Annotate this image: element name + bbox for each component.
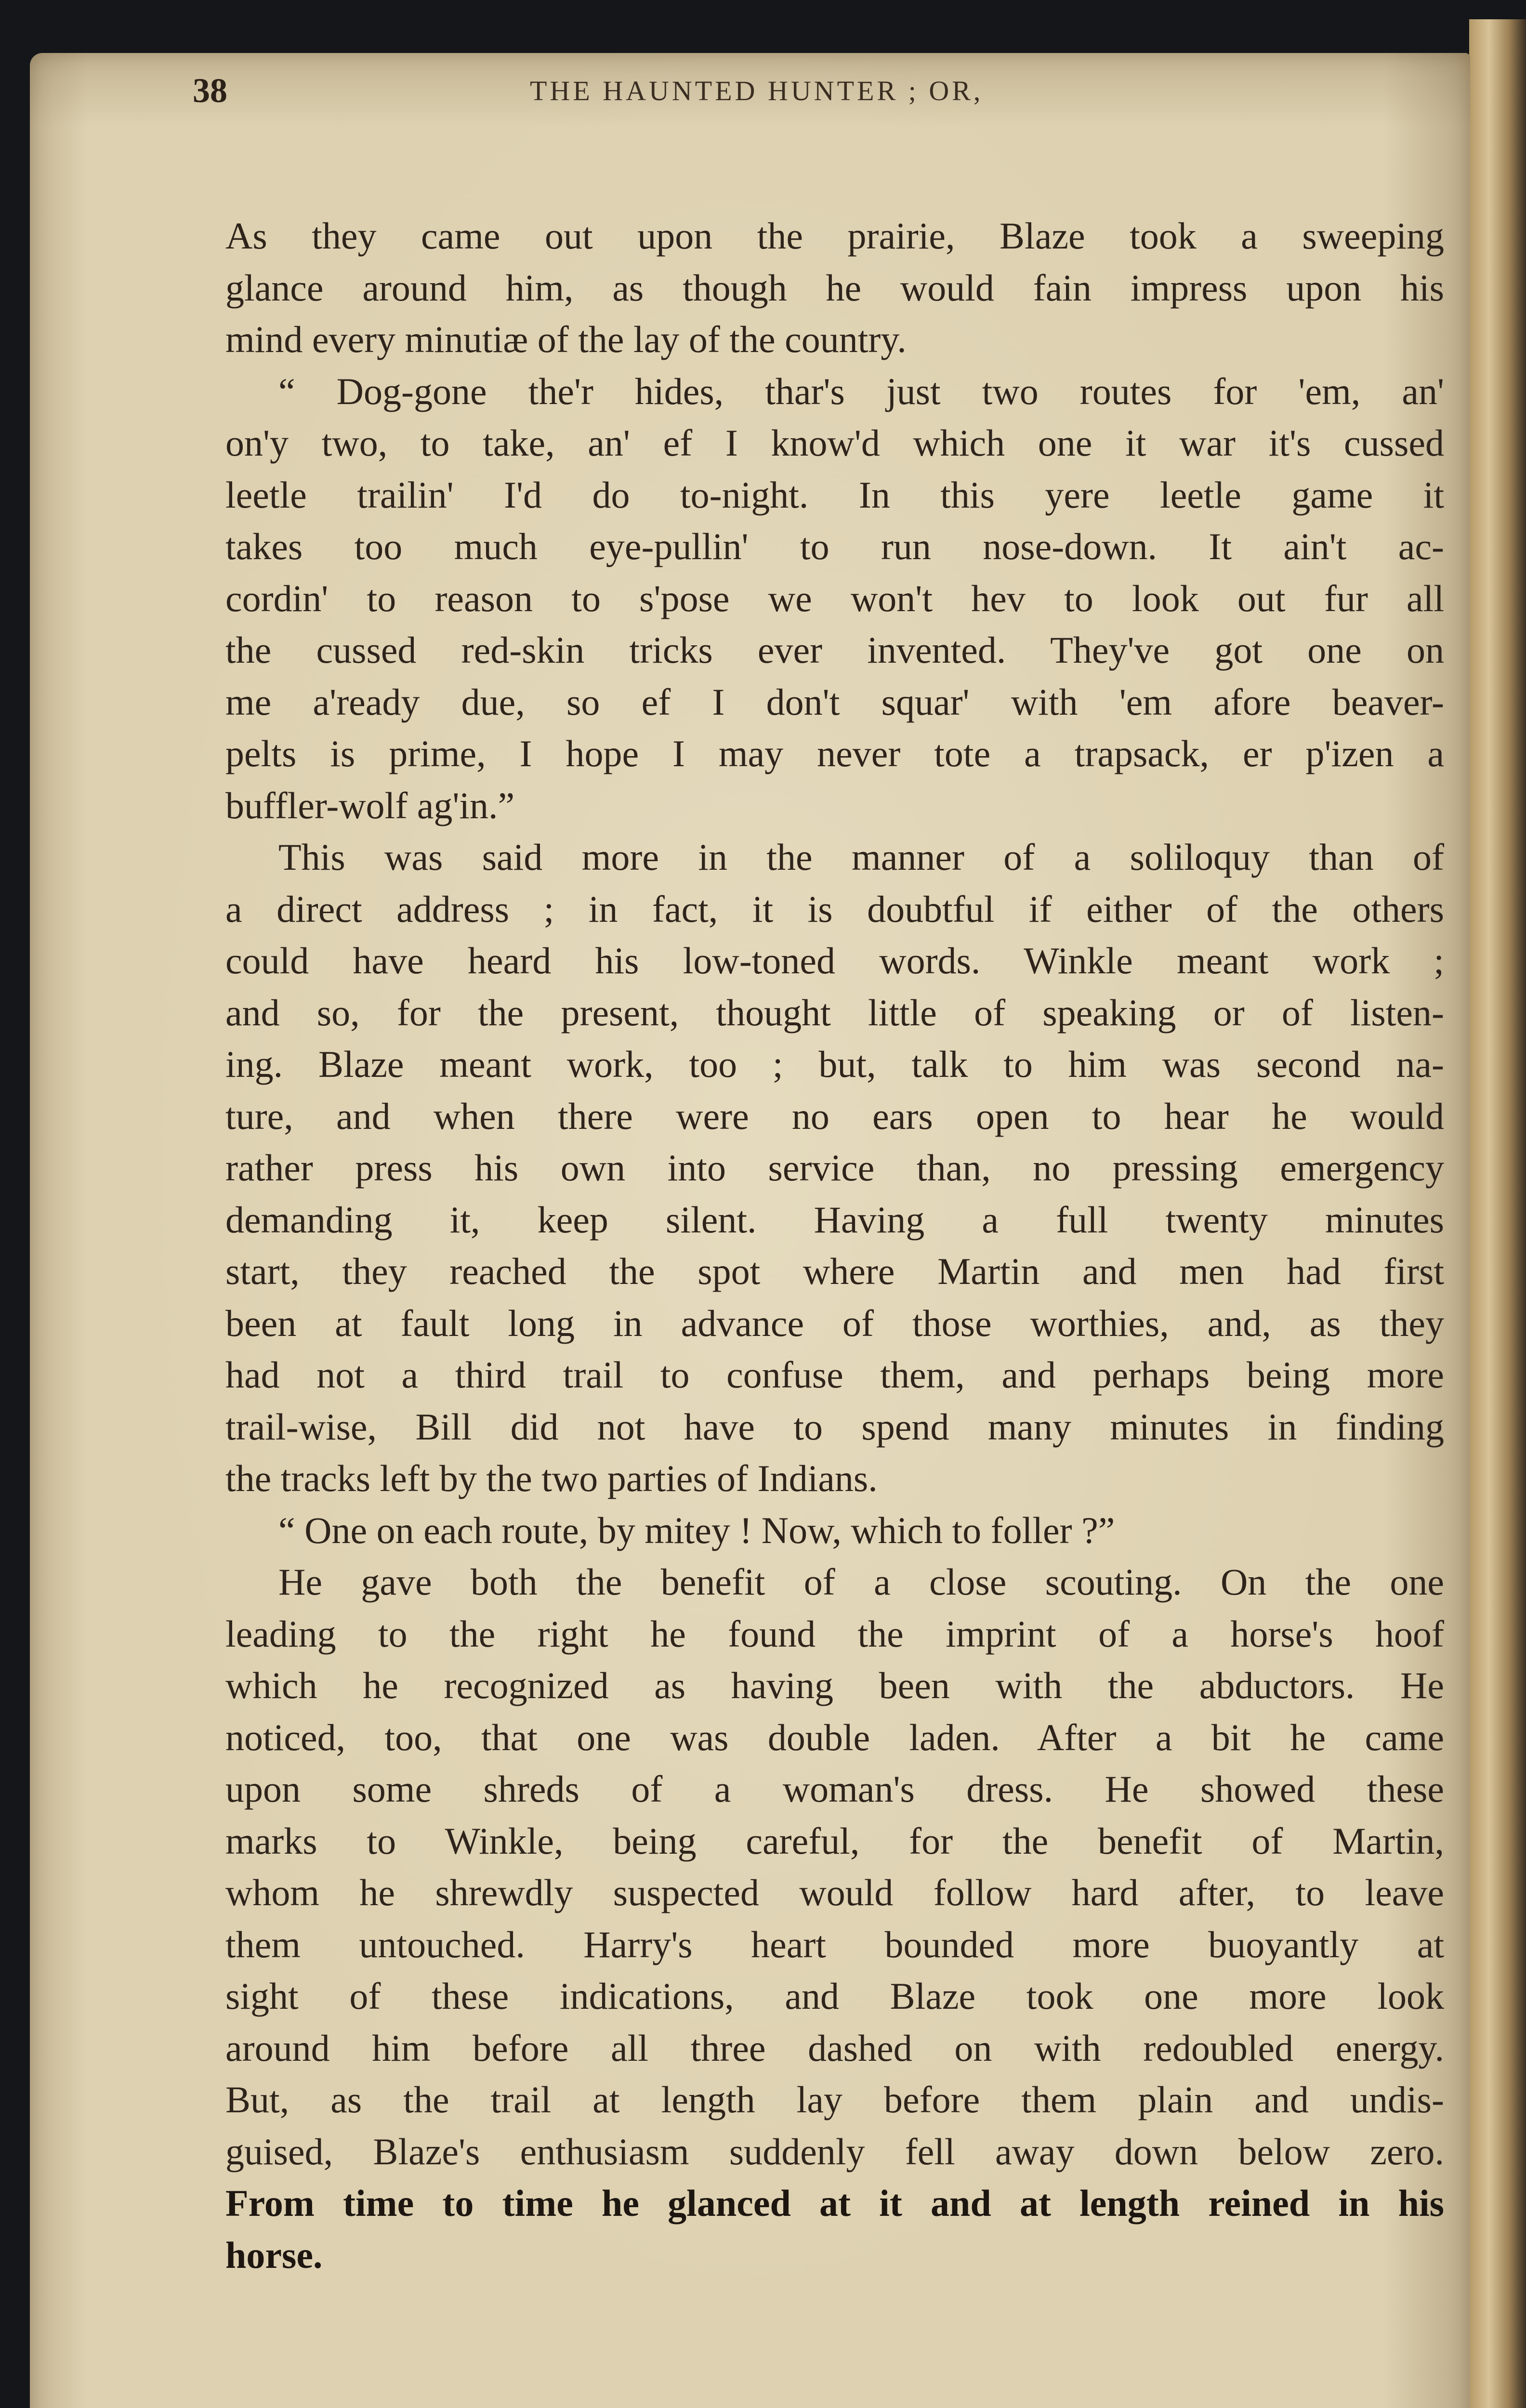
text-line: cordin' to reason to s'pose we won't hev to look out fur all (225, 577, 1444, 619)
text-line: around him before all three dashed on with redoubled energy. (225, 2027, 1444, 2069)
text-line: noticed, too, that one was double laden. After a bit he came (225, 1716, 1444, 1758)
running-head: THE HAUNTED HUNTER ; OR, (530, 75, 984, 106)
text-line: whom he shrewdly suspected would follow hard after, to leave (225, 1871, 1444, 1913)
text-line: From time to time he glanced at it and at length reined in his (225, 2182, 1444, 2224)
text-line: the tracks left by the two parties of Indians. (225, 1457, 878, 1499)
text-line: leetle trailin' I'd do to-night. In this yere leetle game it (225, 473, 1444, 516)
text-line: This was said more in the manner of a soliloquy than of (278, 836, 1444, 878)
text-line: the cussed red-skin tricks ever invented. They've got one on (225, 629, 1444, 671)
text-line: guised, Blaze's enthusiasm suddenly fell away down below zero. (225, 2130, 1444, 2172)
text-line: But, as the trail at length lay before them plain and undis- (225, 2079, 1444, 2120)
text-line: horse. (225, 2234, 323, 2276)
text-line: sight of these indications, and Blaze took one more look (225, 1975, 1444, 2017)
text-line: mind every minutiæ of the lay of the country. (225, 318, 907, 360)
text-line: had not a third trail to confuse them, and perhaps being more (225, 1354, 1444, 1396)
text-line: pelts is prime, I hope I may never tote a trapsack, er p'izen a (225, 733, 1444, 774)
text-line: on'y two, to take, an' ef I know'd which one it war it's cussed (225, 422, 1444, 464)
page-edge-stack (1469, 19, 1526, 2408)
text-line: He gave both the benefit of a close scouting. On the one (278, 1561, 1444, 1603)
text-line: “ One on each route, by mitey ! Now, which to foller ?” (278, 1509, 1115, 1551)
text-line: which he recognized as having been with the abductors. He (225, 1664, 1444, 1706)
text-line: ing. Blaze meant work, too ; but, talk to him was second na- (225, 1043, 1444, 1085)
text-line: upon some shreds of a woman's dress. He showed these (225, 1768, 1444, 1810)
page-number: 38 (193, 71, 227, 110)
page-header (193, 71, 1445, 129)
text-line: buffler-wolf ag'in.” (225, 784, 515, 826)
text-line: them untouched. Harry's heart bounded more buoyantly at (225, 1923, 1444, 1965)
text-line: As they came out upon the prairie, Blaze took a sweeping (225, 215, 1444, 257)
text-line: takes too much eye-pullin' to run nose-down. It ain't ac- (225, 525, 1444, 567)
text-line: could have heard his low-toned words. Winkle meant work ; (225, 940, 1444, 982)
text-line: rather press his own into service than, no pressing emergency (225, 1147, 1444, 1189)
text-line: marks to Winkle, being careful, for the benefit of Martin, (225, 1819, 1444, 1862)
text-line: leading to the right he found the imprint of a horse's hoof (225, 1612, 1444, 1655)
text-line: me a'ready due, so ef I don't squar' with 'em afore beaver- (225, 681, 1444, 723)
text-line: demanding it, keep silent. Having a full twenty minutes (225, 1198, 1444, 1241)
text-line: been at fault long in advance of those worthies, and, as they (225, 1302, 1444, 1344)
text-line: and so, for the present, thought little of speaking or of listen- (225, 991, 1444, 1034)
text-line: a direct address ; in fact, it is doubtful if either of the others (225, 888, 1444, 930)
text-line: glance around him, as though he would fain impress upon his (225, 266, 1444, 309)
text-line: trail-wise, Bill did not have to spend many minutes in finding (225, 1405, 1444, 1448)
text-line: start, they reached the spot where Martin and men had first (225, 1250, 1444, 1292)
text-line: “ Dog-gone the'r hides, thar's just two routes for 'em, an' (278, 370, 1444, 412)
text-line: ture, and when there were no ears open to hear he would (225, 1095, 1444, 1137)
body-text (225, 210, 1444, 2281)
